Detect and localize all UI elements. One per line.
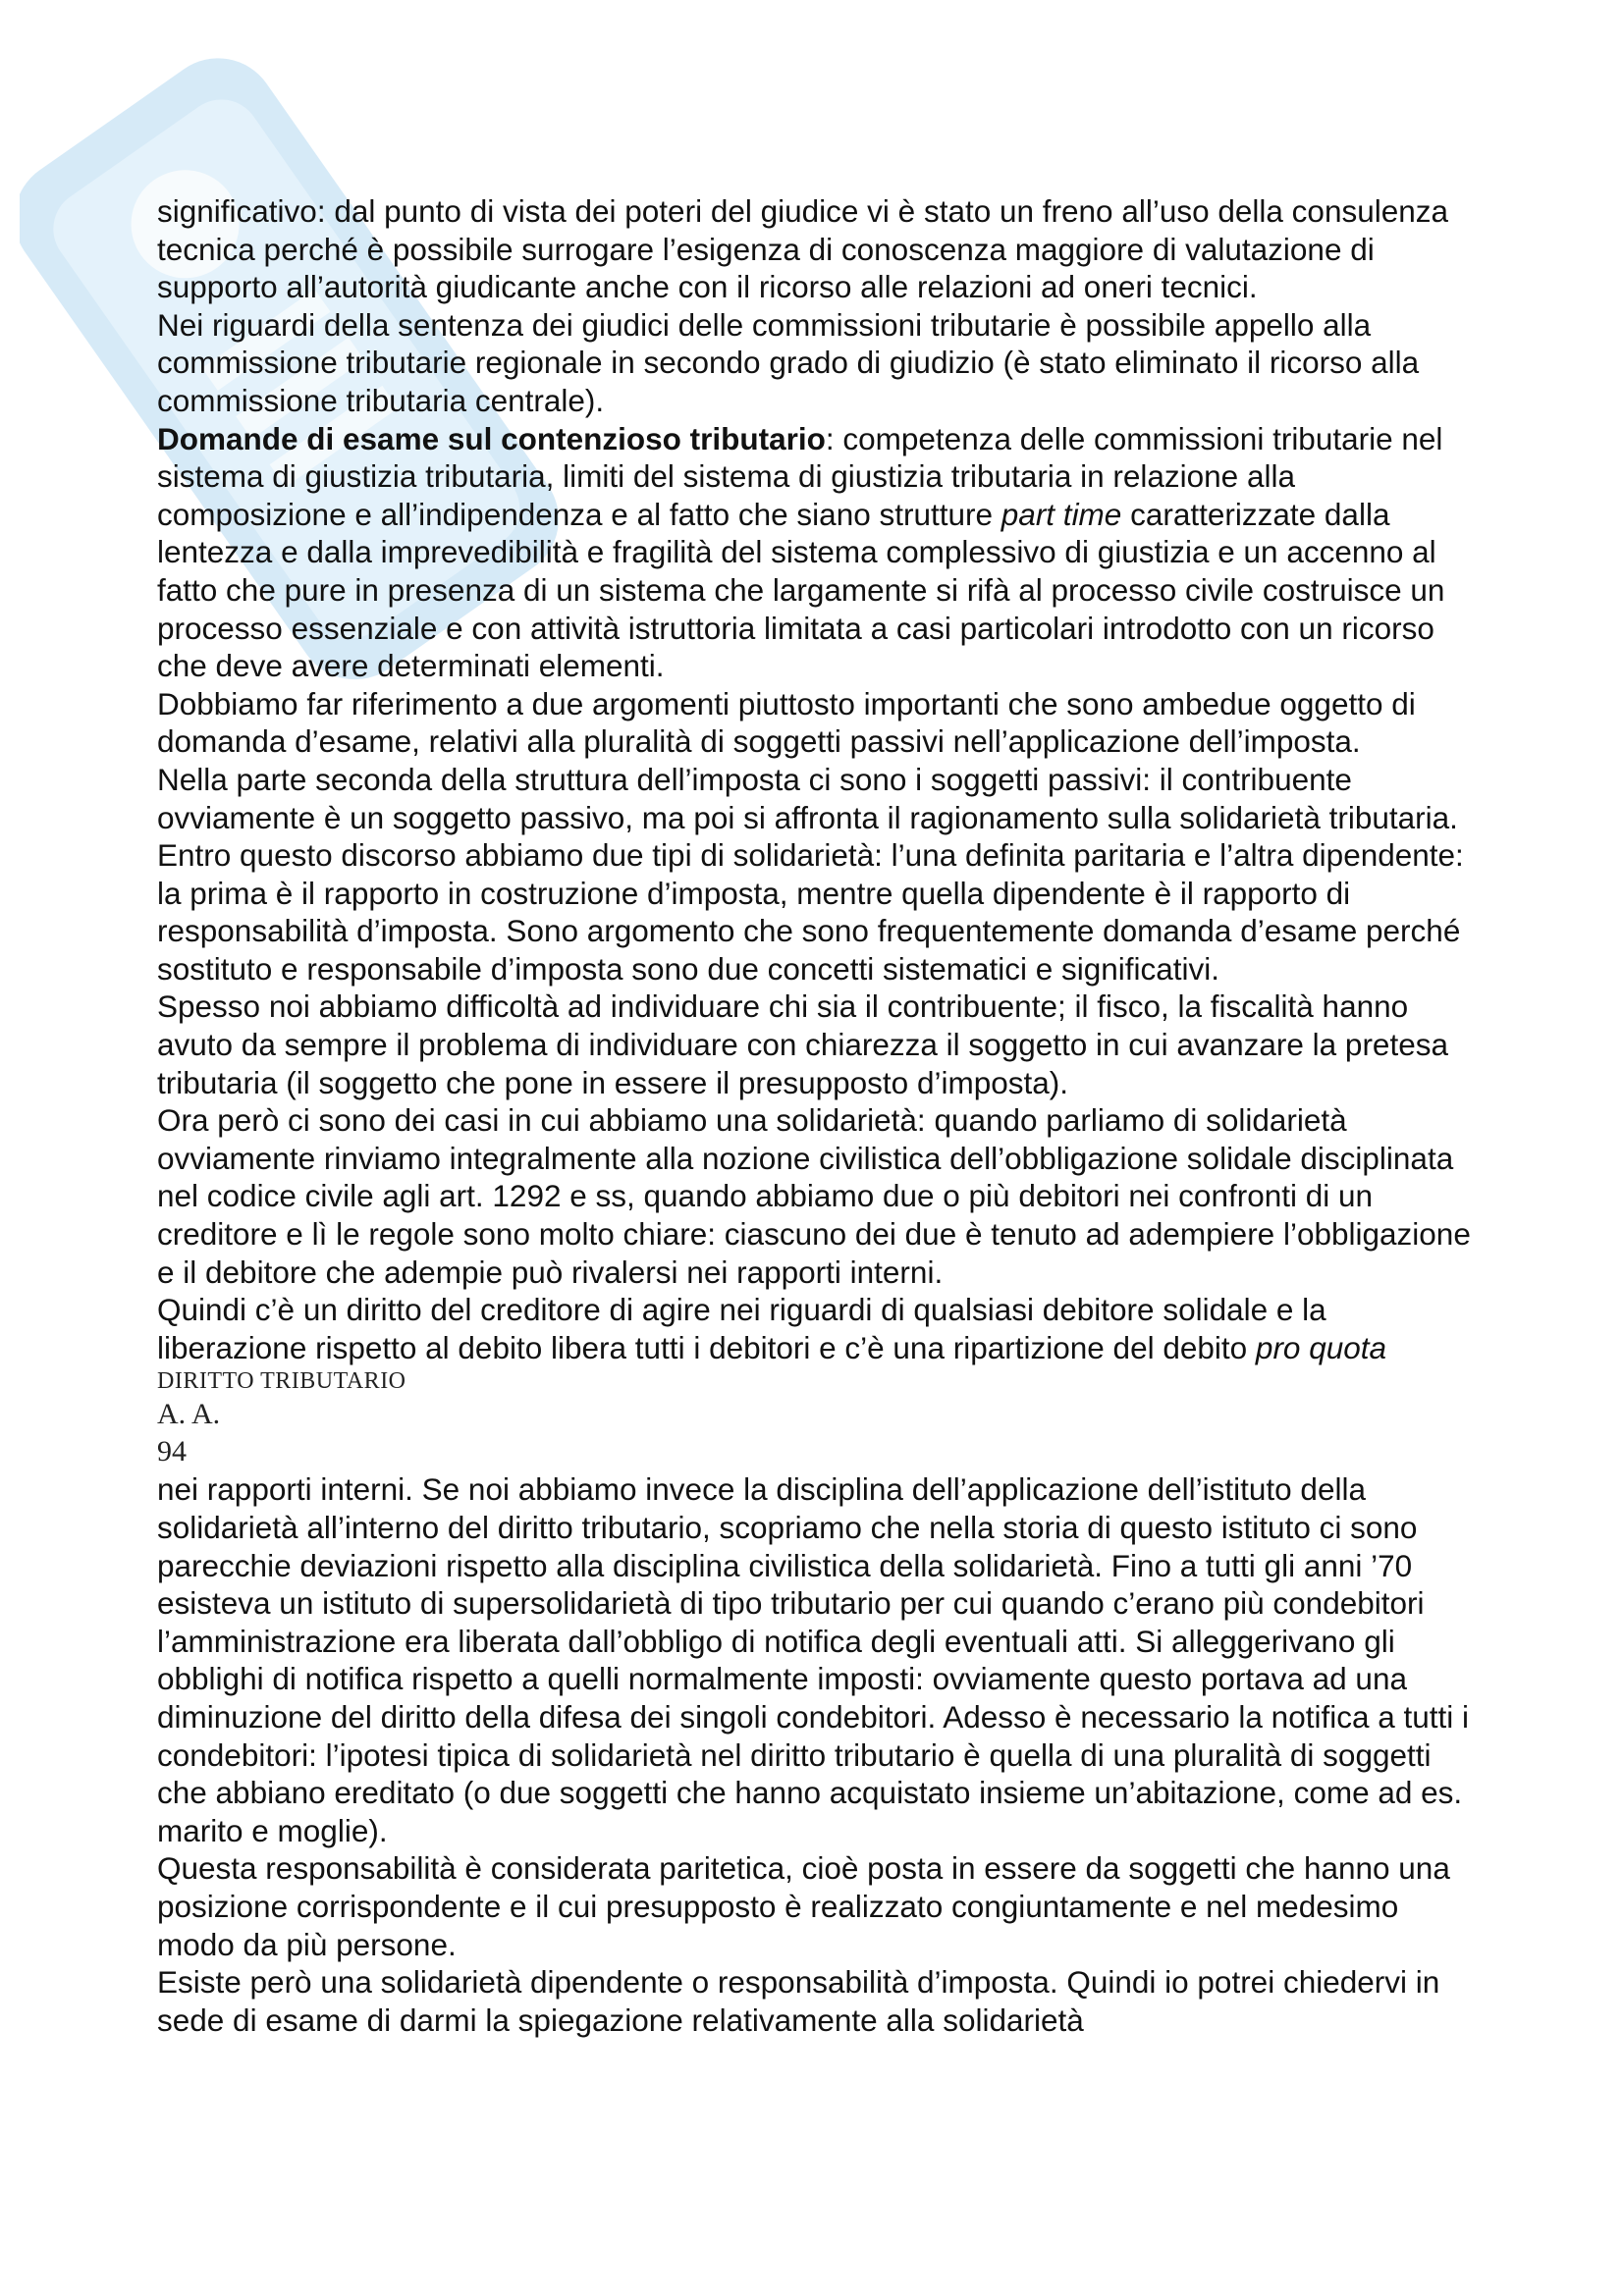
paragraph: Questa responsabilità è considerata paritetica, cioè posta in essere da soggetti che hanno una posizione corrispondente e il cui presupposto è realizzato congiuntamente e nel medesimo modo da più persone. xyxy=(157,1850,1450,1962)
italic-term: part time xyxy=(1001,496,1122,532)
paragraph: Spesso noi abbiamo difficoltà ad individuare chi sia il contribuente; il fisco, la fiscalità hanno avuto da sempre il problema di individuare con chiarezza il soggetto in cui avanzare la pretesa tributaria (il soggetto che pone in essere il presupposto d’imposta). xyxy=(157,988,1448,1100)
footer-academic-year: A. A. xyxy=(157,1398,221,1431)
document-page xyxy=(157,192,1473,2039)
footer-page-number: 94 xyxy=(157,1435,187,1468)
paragraph-text: : competenza delle commissioni tributarie nel sistema di giustizia tributaria, limiti del sistema di giustizia tributaria in relazione alla composizione e all’indipendenza e al fatto che siano strutture xyxy=(157,420,1443,532)
paragraph: significativo: dal punto di vista dei poteri del giudice vi è stato un freno all’uso della consulenza tecnica perché è possibile surrogare l’esigenza di conoscenza maggiore di valutazione di supporto all’autorità giudicante anche con il ricorso alle relazioni ad oneri tecnici. xyxy=(157,193,1449,305)
paragraph xyxy=(157,1291,1473,1366)
paragraph: Dobbiamo far riferimento a due argomenti piuttosto importanti che sono ambedue oggetto di domanda d’esame, relativi alla pluralità di soggetti passivi nell’applicazione dell’imposta. xyxy=(157,685,1416,760)
paragraph-text: Quindi c’è un diritto del creditore di agire nei riguardi di qualsiasi debitore solidale e la liberazione rispetto al debito libera tutti i debitori e c’è una ripartizione del debito xyxy=(157,1292,1326,1365)
paragraph: Ora però ci sono dei casi in cui abbiamo una solidarietà: quando parliamo di solidarietà ovviamente rinviamo integralmente alla nozione civilistica dell’obbligazione solidale disciplinata nel codice civile agli art. 1292 e ss, quando abbiamo due o più debitori nei confronti di un creditore e lì le regole sono molto chiare: ciascuno dei due è tenuto ad adempiere l’obbligazione e il debitore che adempie può rivalersi nei rapporti interni. xyxy=(157,1102,1471,1290)
paragraph: Nella parte seconda della struttura dell’imposta ci sono i soggetti passivi: il contribuente ovviamente è un soggetto passivo, ma poi si affronta il ragionamento sulla solidarietà tributaria. Entro questo discorso abbiamo due tipi di solidarietà: l’una definita paritaria e l’altra dipendente: la prima è il rapporto in costruzione d’imposta, mentre quella dipendente è il rapporto di responsabilità d’imposta. Sono argomento che sono frequentemente domanda d’esame perché sostituto e responsabile d’imposta sono due concetti sistematici e significativi. xyxy=(157,761,1464,987)
paragraph: Esiste però una solidarietà dipendente o responsabilità d’imposta. Quindi io potrei chiedervi in sede di esame di darmi la spiegazione relativamente alla solidarietà xyxy=(157,1964,1440,2038)
paragraph: nei rapporti interni. Se noi abbiamo invece la disciplina dell’applicazione dell’istituto della solidarietà all’interno del diritto tributario, scopriamo che nella storia di questo istituto ci sono parecchie deviazioni rispetto alla disciplina civilistica della solidarietà. Fino a tutti gli anni ’70 esisteva un istituto di supersolidarietà di tipo tributario per cui quando c’erano più condebitori l’amministrazione era liberata dall’obbligo di notifica degli eventuali atti. Si alleggerivano gli obblighi di notifica rispetto a quelli normalmente imposti: ovviamente questo portava ad una diminuzione del diritto della difesa dei singoli condebitori. Adesso è necessario la notifica a tutti i condebitori: l’ipotesi tipica di solidarietà nel diritto tributario è quella di una pluralità di soggetti che abbiano ereditato (o due soggetti che hanno acquistato insieme un’abitazione, come ad es. marito e moglie). xyxy=(157,1471,1470,1848)
footer-course-title: DIRITTO TRIBUTARIO xyxy=(157,1368,406,1395)
exam-questions-heading: Domande di esame sul contenzioso tributario xyxy=(157,420,826,456)
paragraph-text: caratterizzate dalla lentezza e dalla imprevedibilità e fragilità del sistema complessivo di giustizia e un accenno al fatto che pure in presenza di un sistema che largamente si rifà al processo civile costruisce un processo essenziale e con attività istruttoria limitata a casi particolari introdotto con un ricorso che deve avere determinati elementi. xyxy=(157,496,1445,684)
exam-questions-paragraph xyxy=(157,420,1473,685)
page-footer xyxy=(157,1366,1473,1470)
paragraph: Nei riguardi della sentenza dei giudici delle commissioni tributarie è possibile appello alla commissione tributarie regionale in secondo grado di giudizio (è stato eliminato il ricorso alla commissione tributaria centrale). xyxy=(157,306,1420,418)
italic-term: pro quota xyxy=(1255,1329,1387,1365)
